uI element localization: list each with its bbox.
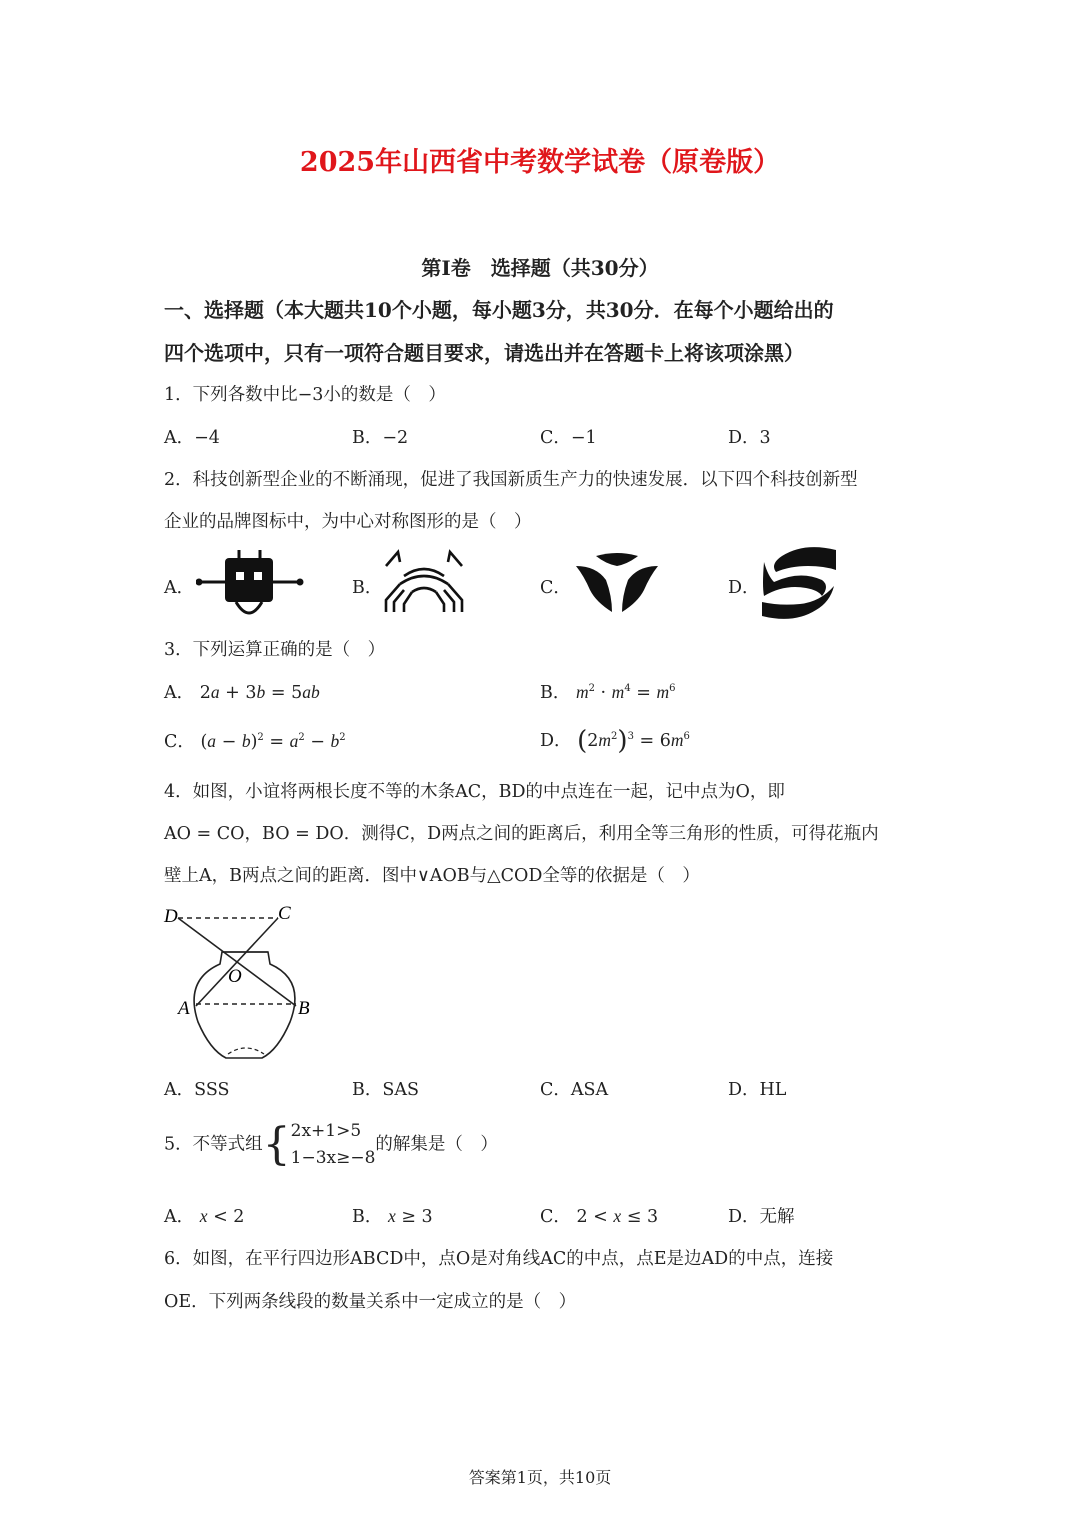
q3-option-a: A． 2a + 3b = 5ab: [164, 682, 320, 703]
q5-option-a-label: A．: [164, 1207, 195, 1227]
q2-stem-line-2: 企业的品牌图标中，为中心对称图形的是（ ）: [164, 512, 532, 532]
q6-stem-line-2: OE．下列两条线段的数量关系中一定成立的是（ ）: [164, 1292, 577, 1312]
instructions-line-2: 四个选项中，只有一项符合题目要求，请选出并在答题卡上将该项涂黑）: [164, 341, 804, 365]
robot-logo-icon: [196, 546, 306, 618]
line-ca: [196, 918, 278, 1006]
q4-stem-line-1: 4．如图，小谊将两根长度不等的木条AC，BD的中点连在一起，记中点为O，即: [164, 782, 785, 802]
q3-option-b: B． $m^2 \cdot m^4 = m^6$: [540, 682, 676, 703]
q5-stem-prefix: 5．不等式组: [164, 1134, 263, 1155]
inequality-2: 1−3x≥−8: [290, 1148, 376, 1169]
section-heading: 第I卷 选择题（共30分）: [421, 256, 659, 280]
label-c: C: [278, 903, 291, 924]
q2-option-b: B．: [352, 578, 383, 598]
q2-stem-line-1: 2．科技创新型企业的不断涌现，促进了我国新质生产力的快速发展．以下四个科技创新型: [164, 470, 858, 490]
inequality-1: 2x+1>5: [290, 1121, 362, 1141]
q2-option-a: A．: [164, 578, 195, 598]
q5-stem-suffix: 的解集是（ ）: [375, 1134, 498, 1155]
inequality-system: [291, 1118, 376, 1172]
q5-option-c-label: C．: [540, 1207, 571, 1227]
label-o: O: [228, 966, 242, 987]
q3-stem: 3．下列运算正确的是（ ）: [164, 640, 386, 660]
page-footer: 答案第1页，共10页: [468, 1468, 612, 1487]
q6-stem-line-1: 6．如图，在平行四边形ABCD中，点O是对角线AC的中点，点E是边AD的中点，连接: [164, 1249, 834, 1269]
q4-stem-line-2: AO = CO，BO = DO．测得C，D两点之间的距离后，利用全等三角形的性质，可得花瓶内: [164, 824, 879, 844]
q3-option-c: C． $(a - b)^2 = a^2 - b^2$: [164, 731, 346, 752]
q3-option-d-label: D．: [540, 731, 572, 751]
q3-option-b-label: B．: [540, 683, 571, 703]
crab-logo-icon: [382, 548, 466, 616]
q4-option-c: C．ASA: [540, 1080, 609, 1100]
page-title: 2025年山西省中考数学试卷（原卷版）: [299, 147, 781, 178]
instructions-line-1: 一、选择题（本大题共10个小题，每小题3分，共30分．在每个小题给出的: [164, 298, 834, 322]
q1-stem: 1．下列各数中比−3小的数是（ ）: [164, 385, 446, 405]
q3-option-c-label: C．: [164, 732, 195, 752]
q4-stem-line-3: 壁上A，B两点之间的距离．图中∨AOB与△COD全等的依据是（ ）: [164, 866, 700, 886]
q4-option-d: D．HL: [728, 1080, 787, 1100]
q2-option-c: C．: [540, 578, 571, 598]
label-d: D: [164, 906, 178, 927]
vase-figure: [160, 898, 320, 1066]
q5-stem: 5．不等式组{2x+1>5 1−3x≥−8的解集是（ ）: [164, 1118, 498, 1172]
q4-option-b: B．SAS: [352, 1080, 419, 1100]
swirl-logo-icon: [760, 546, 838, 620]
q3-option-a-label: A．: [164, 683, 195, 703]
label-a: A: [178, 998, 190, 1019]
q1-option-c: C．−1: [540, 428, 597, 448]
q5-option-b: B． x ≥ 3: [352, 1206, 433, 1227]
q2-option-d: D．: [728, 578, 760, 598]
q3-option-d: D． $(2m^2)^3 = 6m^6$: [540, 726, 690, 756]
q5-option-d: D．无解: [728, 1207, 795, 1227]
q5-option-a: A． x < 2: [164, 1206, 245, 1227]
triple-blade-logo-icon: [572, 552, 662, 614]
q1-option-a: A．−4: [164, 428, 220, 448]
q1-option-d: D．3: [728, 428, 771, 448]
q5-option-b-label: B．: [352, 1207, 383, 1227]
q5-option-c: C． 2 < x ≤ 3: [540, 1206, 659, 1227]
q1-option-b: B．−2: [352, 428, 409, 448]
q4-option-a: A．SSS: [164, 1080, 230, 1100]
label-b: B: [298, 998, 310, 1019]
